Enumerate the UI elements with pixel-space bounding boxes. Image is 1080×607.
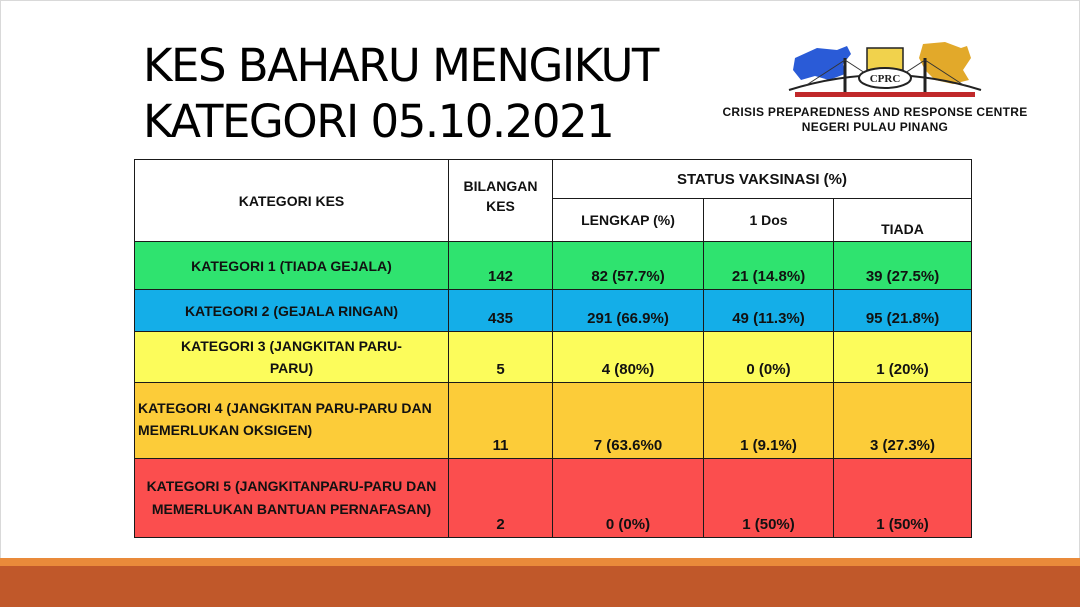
row-one-dose: 49 (11.3%): [704, 290, 834, 332]
header-full: LENGKAP (%): [553, 199, 704, 242]
cprc-logo: [785, 40, 985, 102]
title-line-1: KES BAHARU MENGIKUT: [143, 39, 658, 92]
row-count: 11: [449, 383, 553, 459]
title-line-2: KATEGORI 05.10.2021: [143, 95, 614, 148]
row-one-dose: 1 (9.1%): [704, 383, 834, 459]
header-count: BILANGAN KES: [449, 160, 553, 242]
footer-bar: [0, 566, 1080, 607]
row-none: 3 (27.3%): [834, 383, 972, 459]
table-row: [135, 459, 972, 538]
header-category: KATEGORI KES: [135, 160, 449, 242]
row-count: 142: [449, 242, 553, 290]
table-row: [135, 242, 972, 290]
cases-table: [134, 159, 972, 538]
row-count: 2: [449, 459, 553, 538]
row-one-dose: 0 (0%): [704, 332, 834, 383]
row-full: 7 (63.6%0: [553, 383, 704, 459]
logo-text: CPRC: [869, 73, 901, 85]
row-none: 1 (20%): [834, 332, 972, 383]
row-none: 95 (21.8%): [834, 290, 972, 332]
row-one-dose: 1 (50%): [704, 459, 834, 538]
footer-accent-bar: [0, 558, 1080, 566]
organisation-name: [700, 105, 1050, 135]
row-full: 4 (80%): [553, 332, 704, 383]
row-full: 0 (0%): [553, 459, 704, 538]
row-category: KATEGORI 1 (TIADA GEJALA): [135, 242, 449, 290]
header-none: TIADA: [834, 199, 972, 242]
table-row: [135, 290, 972, 332]
row-none: 39 (27.5%): [834, 242, 972, 290]
row-count: 5: [449, 332, 553, 383]
row-none: 1 (50%): [834, 459, 972, 538]
header-vaccination-status: STATUS VAKSINASI (%): [553, 160, 972, 199]
row-category: KATEGORI 5 (JANGKITANPARU-PARU DAN MEMERLUKAN BANTUAN PERNAFASAN): [135, 459, 449, 538]
header-one-dose: 1 Dos: [704, 199, 834, 242]
row-category: KATEGORI 3 (JANGKITAN PARU-PARU): [135, 332, 449, 383]
table-row: [135, 332, 972, 383]
table-row: [135, 383, 972, 459]
row-full: 291 (66.9%): [553, 290, 704, 332]
org-line-1: CRISIS PREPAREDNESS AND RESPONSE CENTRE: [722, 105, 1028, 119]
row-full: 82 (57.7%): [553, 242, 704, 290]
row-one-dose: 21 (14.8%): [704, 242, 834, 290]
row-count: 435: [449, 290, 553, 332]
org-line-2: NEGERI PULAU PINANG: [801, 120, 949, 134]
row-category: KATEGORI 4 (JANGKITAN PARU-PARU DAN MEMERLUKAN OKSIGEN): [135, 383, 449, 459]
row-category: KATEGORI 2 (GEJALA RINGAN): [135, 290, 449, 332]
slide-title: [143, 38, 658, 150]
